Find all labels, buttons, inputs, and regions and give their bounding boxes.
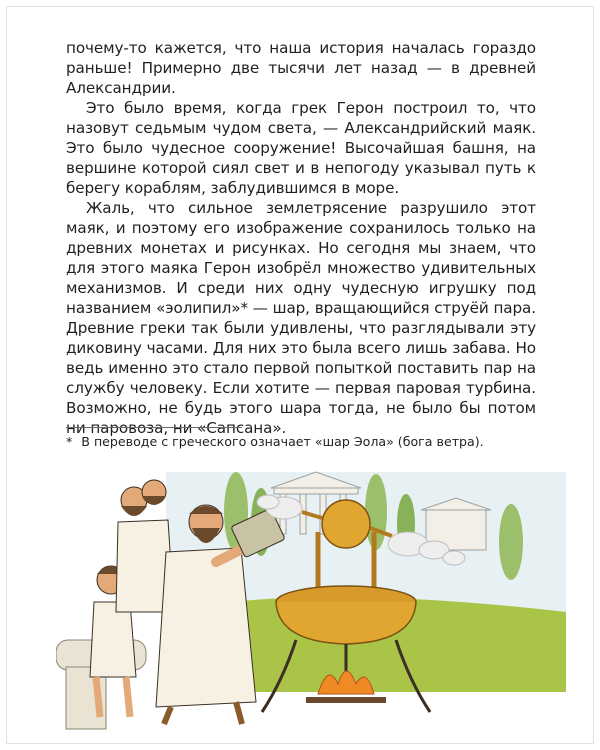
paragraph-2: Это было время, когда грек Герон построил то, что назовут седьмым чудом света, — Александрийский маяк. Это было чудесное сооружение! Высочайшая башня, на вершине которой сиял свет и в непогоду указывал путь к берегу кораблям, заблудившимся в море. [66, 99, 536, 197]
body-text [66, 38, 536, 438]
footnote-text: В переводе с греческого означает «шар Эола» (бога ветра). [81, 434, 484, 449]
footnote-marker: * [66, 434, 73, 449]
aeolipile-illustration [56, 462, 576, 732]
paragraph-3: Жаль, что сильное землетрясение разрушило этот маяк, и поэтому его изображение сохранилось только на древних монетах и рисунках. Но сегодня мы знаем, что для этого маяка Герон изобрёл множество удивительных механизмов. И среди них одну чудесную игрушку под названием «эолипил»* — шар, вращающийся струёй пара. Древние греки так были удивлены, что разглядывали эту диковину часами. Для них это была всего лишь забава. Но ведь именно это стало первой попыткой поставить пар на службу человеку. Если хотите — первая паровая турбина. Возможно, не будь этого шара тогда, не было бы потом ни паровоза, ни «Сапсана». [66, 199, 536, 437]
footnote [66, 433, 536, 450]
paragraph-1: почему-то кажется, что наша история началась гораздо раньше! Примерно две тысячи лет назад — в древней Александрии. [66, 39, 536, 97]
footnote-divider [66, 427, 242, 428]
